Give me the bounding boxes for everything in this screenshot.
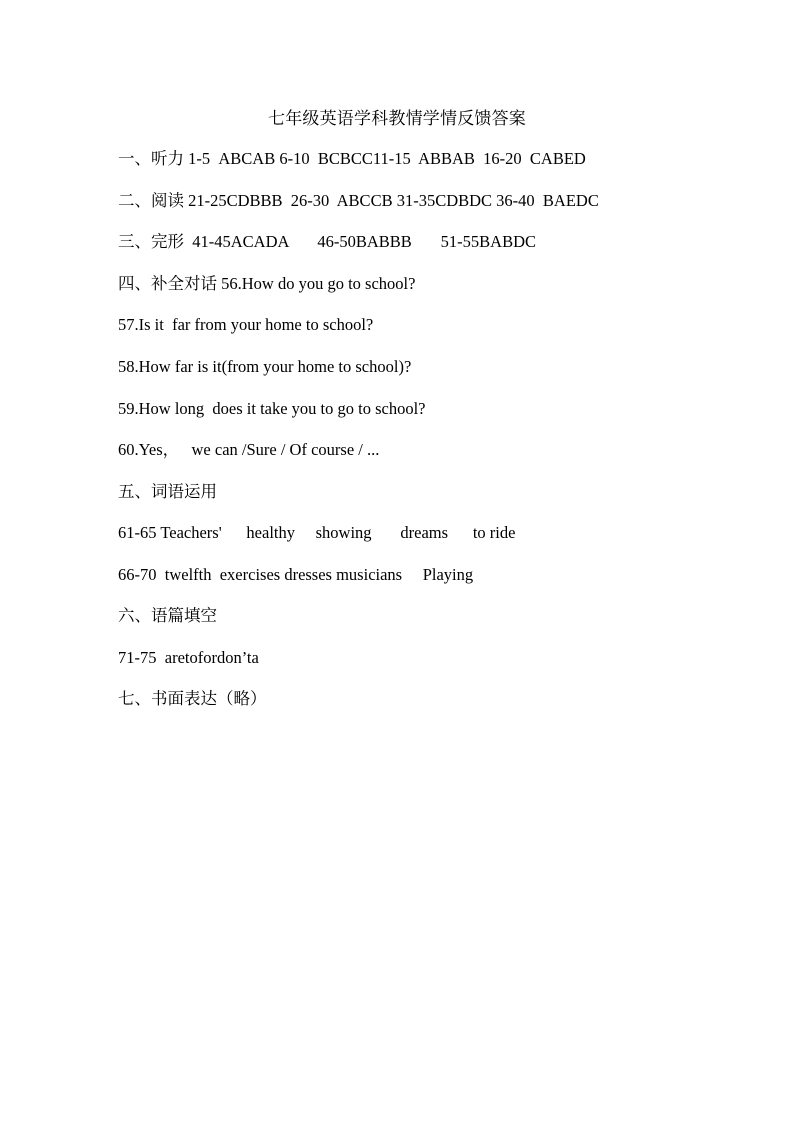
- section-reading-answers: 二、阅读 21-25CDBBB 26-30 ABCCB 31-35CDBDC 36-40 BAEDC: [118, 191, 599, 210]
- dialogue-answer-58: 58.How far is it(from your home to school)?: [118, 357, 412, 376]
- section-writing-heading: 七、书面表达（略）: [118, 689, 267, 708]
- dialogue-answer-57: 57.Is it far from your home to school?: [118, 315, 374, 334]
- word-usage-answers-61-65: 61-65 Teachers' healthy showing dreams to ride: [118, 523, 516, 542]
- dialogue-answer-59: 59.How long does it take you to go to school?: [118, 399, 426, 418]
- section-passage-fill-heading: 六、语篇填空: [118, 606, 217, 625]
- passage-fill-answers-71-75: 71-75 aretofordon’ta: [118, 648, 259, 667]
- section-cloze-answers: 三、完形 41-45ACADA 46-50BABBB 51-55BABDC: [118, 232, 537, 251]
- section-dialogue-answer-56: 四、补全对话 56.How do you go to school?: [118, 274, 416, 293]
- section-word-usage-heading: 五、词语运用: [118, 482, 217, 501]
- dialogue-answer-60: 60.Yes， we can /Sure / Of course / ...: [118, 440, 380, 459]
- section-listening-answers: 一、听力 1-5 ABCAB 6-10 BCBCC11-15 ABBAB 16-20 CABED: [118, 149, 586, 168]
- page-title: 七年级英语学科教情学情反馈答案: [268, 109, 526, 128]
- word-usage-answers-66-70: 66-70 twelfth exercises dresses musicians Playing: [118, 565, 474, 584]
